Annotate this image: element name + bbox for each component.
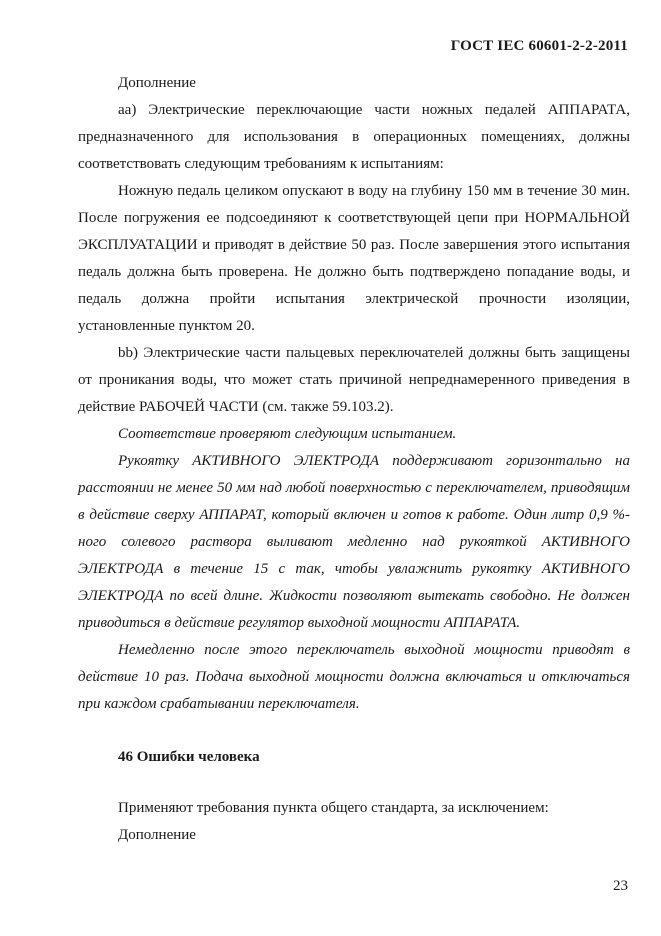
section-heading: 46 Ошибки человека — [118, 749, 260, 765]
paragraph-output-switch-test: Немедленно после этого переключатель выходной мощности приводят в действие 10 раз. Подача выходной мощности должна включаться и отключаться при каждом срабатывании переключателя. — [78, 642, 630, 712]
paragraph-compliance-check: Соответствие проверяют следующим испытанием. — [118, 426, 457, 442]
paragraph-requirements: Применяют требования пункта общего стандарта, за исключением: — [118, 800, 549, 816]
paragraph-addition-2: Дополнение — [118, 827, 196, 843]
page-number: 23 — [613, 878, 628, 894]
spacer — [78, 718, 630, 744]
document-header: ГОСТ IEC 60601-2-2-2011 — [450, 38, 628, 54]
paragraph-pedal-test: Ножную педаль целиком опускают в воду на глубину 150 мм в течение 30 мин. После погружения ее подсоединяют к соответствующей цепи при НОРМАЛЬНОЙ ЭКСПЛУАТАЦИИ и приводят в действие 50 раз. После завершения этого испытания педаль должна быть проверена. Не должно быть подтверждено попадание воды, и педаль должна пройти испытания электрической прочности изоляции, установленные пунктом 20. — [78, 183, 630, 334]
paragraph-addition: Дополнение — [118, 75, 196, 91]
paragraph-bb-finger-switches: bb) Электрические части пальцевых переключателей должны быть защищены от проникания воды, что может стать причиной непреднамеренного приведения в действие РАБОЧЕЙ ЧАСТИ (см. также 59.103.2). — [78, 345, 630, 415]
spacer — [78, 771, 630, 795]
paragraph-electrode-test: Рукоятку АКТИВНОГО ЭЛЕКТРОДА поддерживают горизонтально на расстоянии не менее 50 мм над любой поверхностью с переключателем, приводящим в действие сверху АППАРАТ, который включен и готов к работе. Один литр 0,9 %-ного солевого раствора выливают медленно над рукояткой АКТИВНОГО ЭЛЕКТРОДА в течение 15 с так, чтобы увлажнить рукоятку АКТИВНОГО ЭЛЕКТРОДА по всей длине. Жидкости позволяют вытекать свободно. Не должен приводиться в действие регулятор выходной мощности АППАРАТА. — [78, 453, 630, 631]
paragraph-aa-foot-pedals: аа) Электрические переключающие части ножных педалей АППАРАТА, предназначенного для использования в операционных помещениях, должны соответствовать следующим требованиям к испытаниям: — [78, 102, 630, 172]
document-body — [78, 70, 630, 849]
